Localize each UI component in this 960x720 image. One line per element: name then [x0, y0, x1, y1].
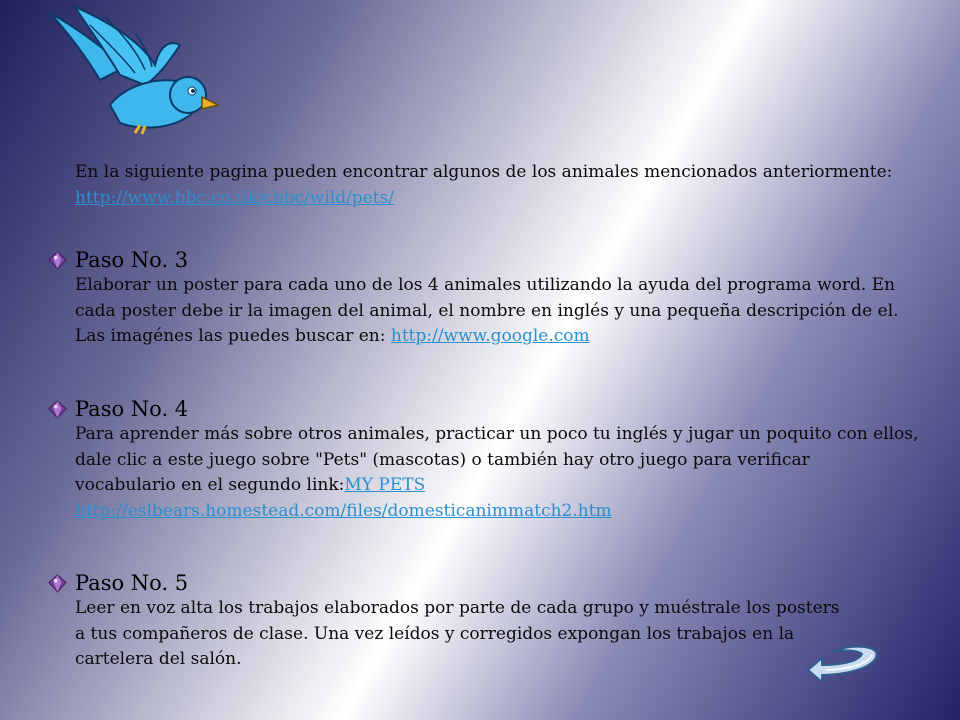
step-3-line-2: cada poster debe ir la imagen del animal, el nombre en inglés y una pequeña descripción de el.: [75, 300, 899, 321]
step-5-line-1: Leer en voz alta los trabajos elaborados por parte de cada grupo y muéstrale los posters: [75, 598, 840, 618]
step-4-section: [75, 396, 945, 524]
purple-gem-bullet-icon: [48, 251, 67, 270]
step-5-line-2: a tus compañeros de clase. Una vez leídos y corregidos expongan los trabajos en la: [75, 623, 795, 644]
step-3-section: [75, 247, 945, 350]
step-5-line-3: cartelera del salón.: [75, 649, 242, 669]
step-3-title: Paso No. 3: [75, 248, 189, 272]
intro-text: En la siguiente pagina pueden encontrar algunos de los animales mencionados anteriormente:: [75, 162, 893, 182]
my-pets-link[interactable]: MY PETS: [344, 475, 426, 495]
purple-gem-bullet-icon: [48, 400, 67, 419]
intro-section: [75, 160, 945, 211]
bbc-pets-link[interactable]: http://www.bbc.co.uk/cbbc/wild/pets/: [75, 187, 395, 208]
return-arrow-icon[interactable]: [800, 640, 880, 685]
step-3-line-1: Elaborar un poster para cada uno de los 4 animales utilizando la ayuda del programa word. En: [75, 275, 896, 295]
step-5-title: Paso No. 5: [75, 571, 189, 595]
step-4-line-2: dale clic a este juego sobre "Pets" (mascotas) o también hay otro juego para verificar: [75, 449, 810, 470]
step-4-line-1: Para aprender más sobre otros animales, practicar un poco tu inglés y jugar un poquito con ellos,: [75, 424, 919, 444]
eslbears-link[interactable]: http://eslbears.homestead.com/files/domesticanimmatch2.htm: [75, 500, 612, 521]
step-3-line-3: Las imagénes las puedes buscar en:: [75, 326, 391, 346]
bird-icon: [30, 5, 220, 135]
purple-gem-bullet-icon: [48, 574, 67, 593]
google-link[interactable]: http://www.google.com: [390, 326, 590, 346]
step-4-line-3: vocabulario en el segundo link:: [75, 475, 345, 495]
step-4-title: Paso No. 4: [75, 397, 189, 421]
